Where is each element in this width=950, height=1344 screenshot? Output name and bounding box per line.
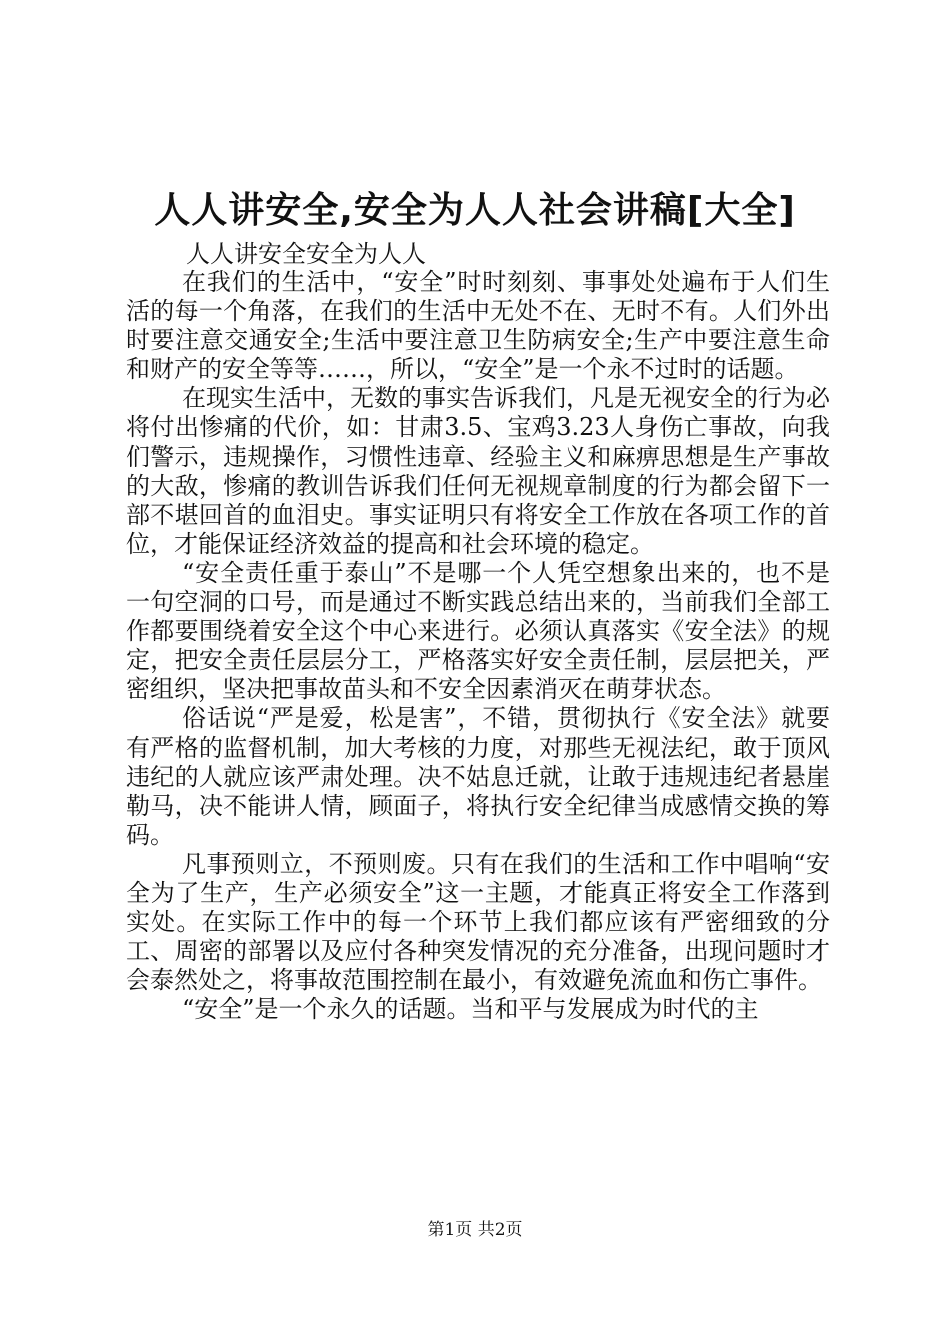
document-subtitle: 人人讲安全安全为人人 <box>186 240 426 268</box>
paragraph: 在现实生活中，无数的事实告诉我们，凡是无视安全的行为必将付出惨痛的代价，如：甘肃3.5、宝鸡3.23人身伤亡事故，向我们警示，违规操作，习惯性违章、经验主义和麻痹思想是生产事故的大敌，惨痛的教训告诉我们任何无视规章制度的行为都会留下一部不堪回首的血泪史。事实证明只有将安全工作放在各项工作的首位，才能保证经济效益的提高和社会环境的稳定。 <box>126 384 830 558</box>
paragraph: “安全责任重于泰山”不是哪一个人凭空想象出来的，也不是一句空洞的口号，而是通过不断实践总结出来的，当前我们全部工作都要围绕着安全这个中心来进行。必须认真落实《安全法》的规定，把安全责任层层分工，严格落实好安全责任制，层层把关，严密组织，坚决把事故苗头和不安全因素消灭在萌芽状态。 <box>126 558 830 704</box>
paragraph: “安全”是一个永久的话题。当和平与发展成为时代的主 <box>182 995 759 1024</box>
paragraph: 在我们的生活中，“安全”时时刻刻、事事处处遍布于人们生活的每一个角落，在我们的生活中无处不在、无时不有。人们外出时要注意交通安全;生活中要注意卫生防病安全;生产中要注意生命和财产的安全等等……，所以，“安全”是一个永不过时的话题。 <box>126 268 830 384</box>
paragraph: 凡事预则立，不预则废。只有在我们的生活和工作中唱响“安全为了生产，生产必须安全”这一主题，才能真正将安全工作落到实处。在实际工作中的每一个环节上我们都应该有严密细致的分工、周密的部署以及应付各种突发情况的充分准备，出现问题时才会泰然处之，将事故范围控制在最小，有效避免流血和伤亡事件。 <box>126 849 830 995</box>
document-body <box>126 268 830 1024</box>
document-title: 人人讲安全,安全为人人社会讲稿[大全] <box>154 190 796 231</box>
page-footer: 第1页 共2页 <box>427 1220 523 1240</box>
paragraph: 俗话说“严是爱，松是害”，不错，贯彻执行《安全法》就要有严格的监督机制，加大考核的力度，对那些无视法纪，敢于顶风违纪的人就应该严肃处理。决不姑息迁就，让敢于违规违纪者悬崖勒马，决不能讲人情，顾面子，将执行安全纪律当成感情交换的筹码。 <box>126 704 830 849</box>
